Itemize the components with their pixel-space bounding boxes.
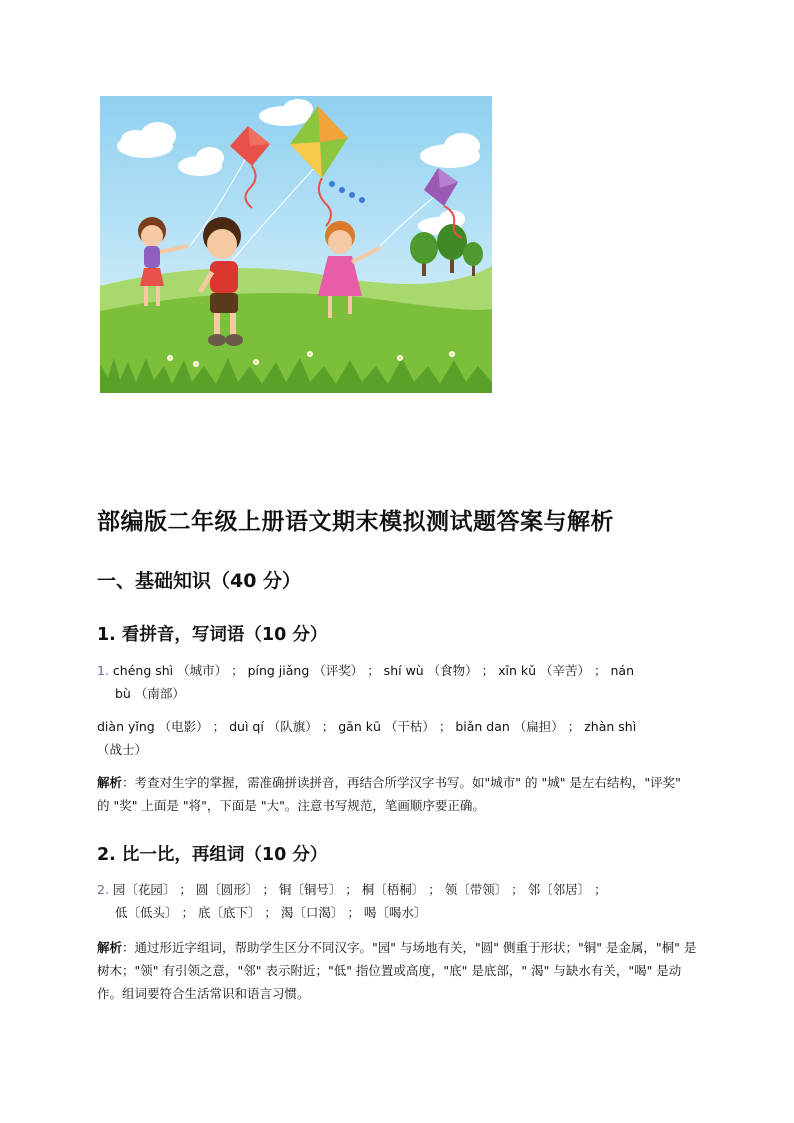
kites-illustration	[100, 96, 492, 393]
question-2-heading: 2. 比一比，再组词（10 分）	[97, 845, 328, 865]
answer-line	[97, 659, 697, 682]
explanation-label: 解析	[97, 940, 123, 955]
question-2-answer	[97, 878, 697, 924]
answer-line: 低〔低头〕 ； 底〔底下〕 ； 渴〔口渴〕 ； 喝〔喝水〕	[115, 905, 427, 920]
list-number: 1.	[97, 663, 109, 678]
kites-illustration-svg	[100, 96, 492, 393]
question-1-heading: 1. 看拼音，写词语（10 分）	[97, 625, 328, 645]
answer-text: 园〔花园〕 ； 圆〔圆形〕 ； 铜〔铜号〕 ； 桐〔梧桐〕 ； 领〔带领〕 ； 邻〔邻居〕 ；	[112, 882, 607, 897]
answer-text: chéng shì （城市） ； píng jiǎng （评奖） ； shí wù （食物） ； xīn kǔ （辛苦） ； nán	[112, 663, 634, 678]
answer-line: （战士）	[97, 742, 148, 757]
answer-line	[97, 878, 697, 901]
document-title: 部编版二年级上册语文期末模拟测试题答案与解析	[97, 509, 614, 535]
question-2-explanation	[97, 936, 697, 1005]
question-1-explanation	[97, 771, 697, 817]
question-1-answer	[97, 659, 697, 705]
section-heading: 一、基础知识（40 分）	[97, 570, 302, 592]
list-number: 2.	[97, 882, 109, 897]
question-1-answer-continued	[97, 715, 697, 761]
answer-line: bù （南部）	[115, 686, 185, 701]
explanation-label: 解析	[97, 775, 123, 790]
explanation-text: ：通过形近字组词，帮助学生区分不同汉字。"园" 与场地有关，"圆" 侧重于形状；"铜" 是金属，"桐" 是树木；"领" 有引领之意，"邻" 表示附近；"低" 指位置或高度，"底" 是底部，" 渴" 与缺水有关，"喝" 是动作。组词要符合生活常识和语言习惯。	[97, 940, 697, 1001]
explanation-text: ：考查对生字的掌握，需准确拼读拼音，再结合所学汉字书写。如"城市" 的 "城" 是左右结构，"评奖" 的 "奖" 上面是 "将"，下面是 "大"。注意书写规范，笔画顺序要正确。	[97, 775, 681, 813]
answer-line: diàn yǐng （电影） ； duì qí （队旗） ； gān kū （干枯） ； biǎn dan （扁担） ； zhàn shì	[97, 719, 637, 734]
